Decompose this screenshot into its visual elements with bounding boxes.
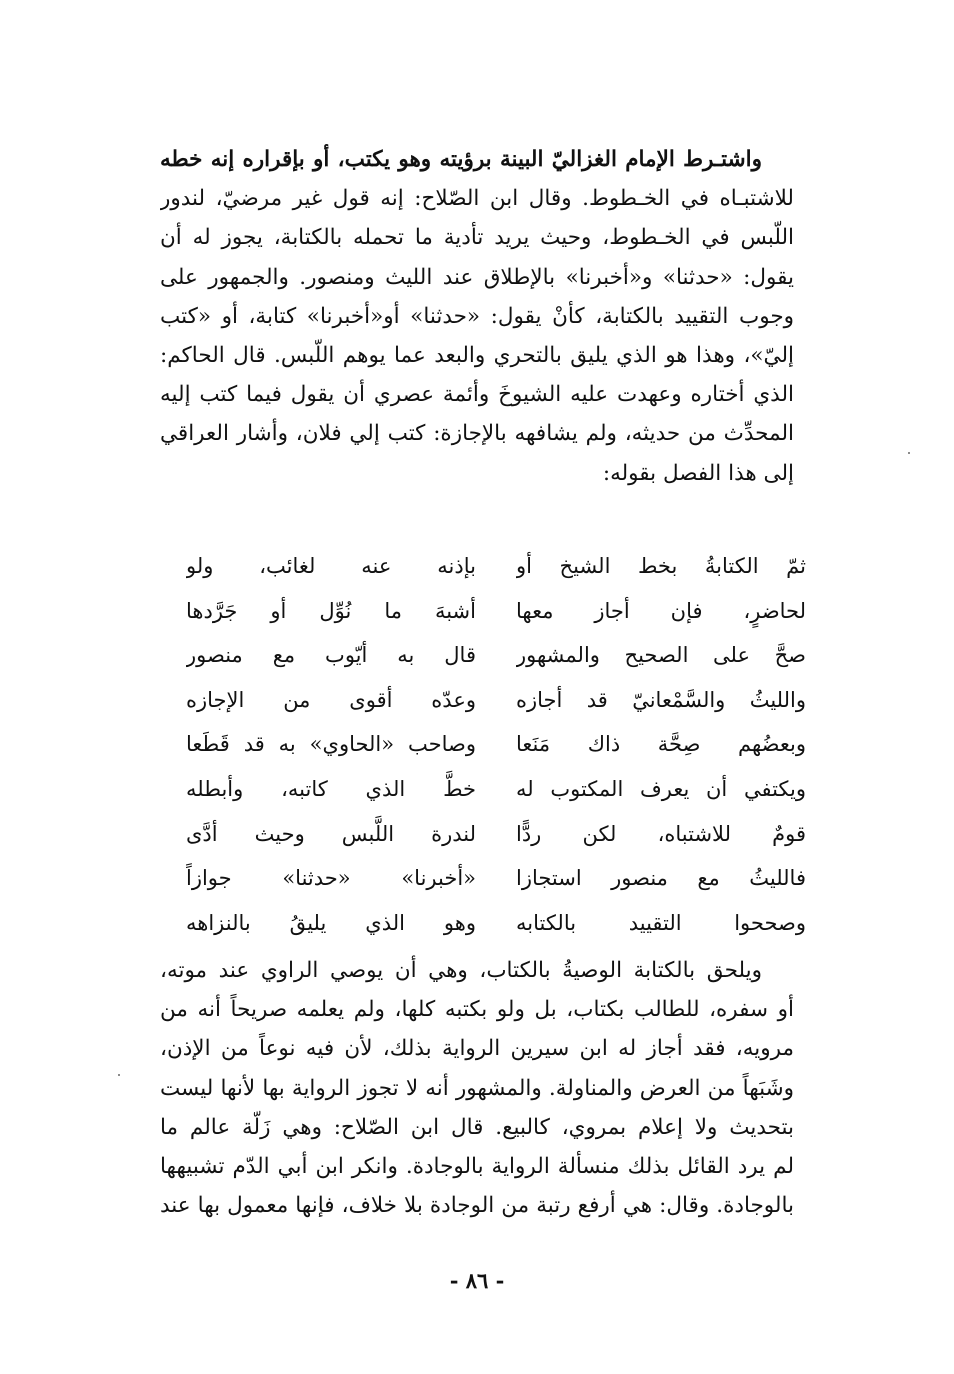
poem-verse (186, 901, 806, 946)
text-line: اللّبس في الخـطوط، وحيث يريد تأدية ما تحمله بالكتابة، يجوز له أن (160, 225, 794, 251)
verse-first-hemistich: صحَّ على الصحيح والمشهور (516, 643, 806, 668)
paragraph-2 (160, 951, 794, 1225)
text-line: لم يرد القائل بذلك منسألة الرواية بالوجادة. وانكر ابن أبي الدّم تشبيهها (160, 1153, 794, 1179)
verse-second-hemistich: أشبهَ ما نُوِّل أو جَرَّدها (186, 598, 476, 623)
text-line: وشَبَهاً من العرض والمناولة. والمشهور أنه لا تجوز الرواية بها لأنها ليست (160, 1075, 794, 1101)
page-number: - ٨٦ - (449, 1268, 505, 1293)
verse-second-hemistich: خطَّ الذي كاتبه، وأبطله (186, 776, 476, 801)
verse-first-hemistich: وبعضُهم صِحَّة ذاك مَنَعا (516, 732, 806, 757)
verse-second-hemistich: وهو الذي يليقُ بالنزاهه (186, 910, 476, 935)
verse-second-hemistich: قال به أيّوب مع منصور (186, 643, 476, 668)
poem-verse (186, 767, 806, 812)
verse-second-hemistich: «أخبرنا» «حدثنا» جوازاً (186, 866, 476, 891)
verse-second-hemistich: لندرة اللَّبس وحيث أدَّى (186, 821, 476, 846)
text-line: المحدِّث من حديثه، ولم يشافهه بالإجازة: كتب إلي فلان، وأشار العراقي (160, 421, 794, 447)
text-line: ويلحق بالكتابة الوصيةُ بالكتاب، وهي أن يوصي الراوي عند موته، (160, 958, 762, 983)
text-line: إلى هذا الفصل بقوله: (602, 460, 794, 486)
verse-second-hemistich: وصاحب «الحاوي» به قد قَطَعا (186, 732, 476, 757)
text-line: بالوجادة. وقال: هي أرفع رتبة من الوجادة بلا خلاف، فإنها معمول بها عند (160, 1193, 794, 1219)
verse-first-hemistich: لحاضرٍ، فإن أجاز معها (516, 598, 806, 623)
text-line: إليّ»، وهذا هو الذي يليق بالتحري والبعد عما يوهم اللّبس. قال الحاكم: (160, 342, 794, 368)
verse-second-hemistich: وعدّه أقوى من الإجازه (186, 687, 476, 712)
text-line: بتحديث ولا إعلام بمروي، كالبيع. قال ابن الصّلاح: وهي زَلّة عالم ما (160, 1114, 794, 1140)
poem-verse (186, 589, 806, 634)
poem-verse (186, 856, 806, 901)
verse-first-hemistich: قومٌ للاشتباه، لكن ردًّا (516, 821, 806, 846)
scan-speck (908, 452, 910, 454)
poem-verse (186, 678, 806, 723)
text-line: أو سفره، للطالب بكتاب، بل ولو بكتبه كلها، ولم يعلمه صريحاً أنه من (160, 997, 794, 1023)
text-line: الذي أختاره وعهدت عليه الشيوخَ وأئمة عصري أن يقول فيما كتب إليه (160, 382, 794, 408)
poem-verse (186, 812, 806, 857)
bold-text-run: واشتـرط الإمام الغزاليّ البينة برؤيته وهو يكتب، أو بإقراره إنه خطه (160, 147, 762, 172)
text-line: للاشتبـاه في الخـطوط. وقال ابن الصّلاح: إنه قول غير مرضيّ، لندور (160, 186, 794, 212)
scan-speck (118, 1074, 120, 1076)
text-line (160, 140, 794, 179)
verse-first-hemistich: ثمّ الكتابةُ بخط الشيخ أو (516, 554, 806, 578)
verse-first-hemistich: فالليثُ مع منصور استجازا (516, 866, 806, 891)
verse-second-hemistich: بإذنه عنه لغائب، ولو (186, 554, 476, 578)
verse-first-hemistich: وصححوا التقييد بالكتابه (516, 910, 806, 935)
text-line: يقول: «حدثنا» و«أخبرنا» بالإطلاق عند الليث ومنصور. والجمهور على (160, 264, 794, 290)
poem-block (186, 544, 806, 945)
poem-verse (186, 633, 806, 678)
text-line: مرويه، فقد أجاز له ابن سيرين الرواية بذلك، لأن فيه نوعاً من الإذن، (160, 1036, 794, 1062)
poem-verse (186, 544, 806, 589)
verse-first-hemistich: والليثُ والسَّمْعانيّ قد أجازه (516, 687, 806, 712)
paragraph-1 (160, 140, 794, 493)
text-line: وجوب التقييد بالكتابة، كأنْ يقول: «حدثنا» أو«أخبرنا» كتابة، أو «كتب (160, 303, 794, 329)
poem-verse (186, 722, 806, 767)
verse-first-hemistich: ويكتفي أن يعرف المكتوب له (516, 776, 806, 801)
